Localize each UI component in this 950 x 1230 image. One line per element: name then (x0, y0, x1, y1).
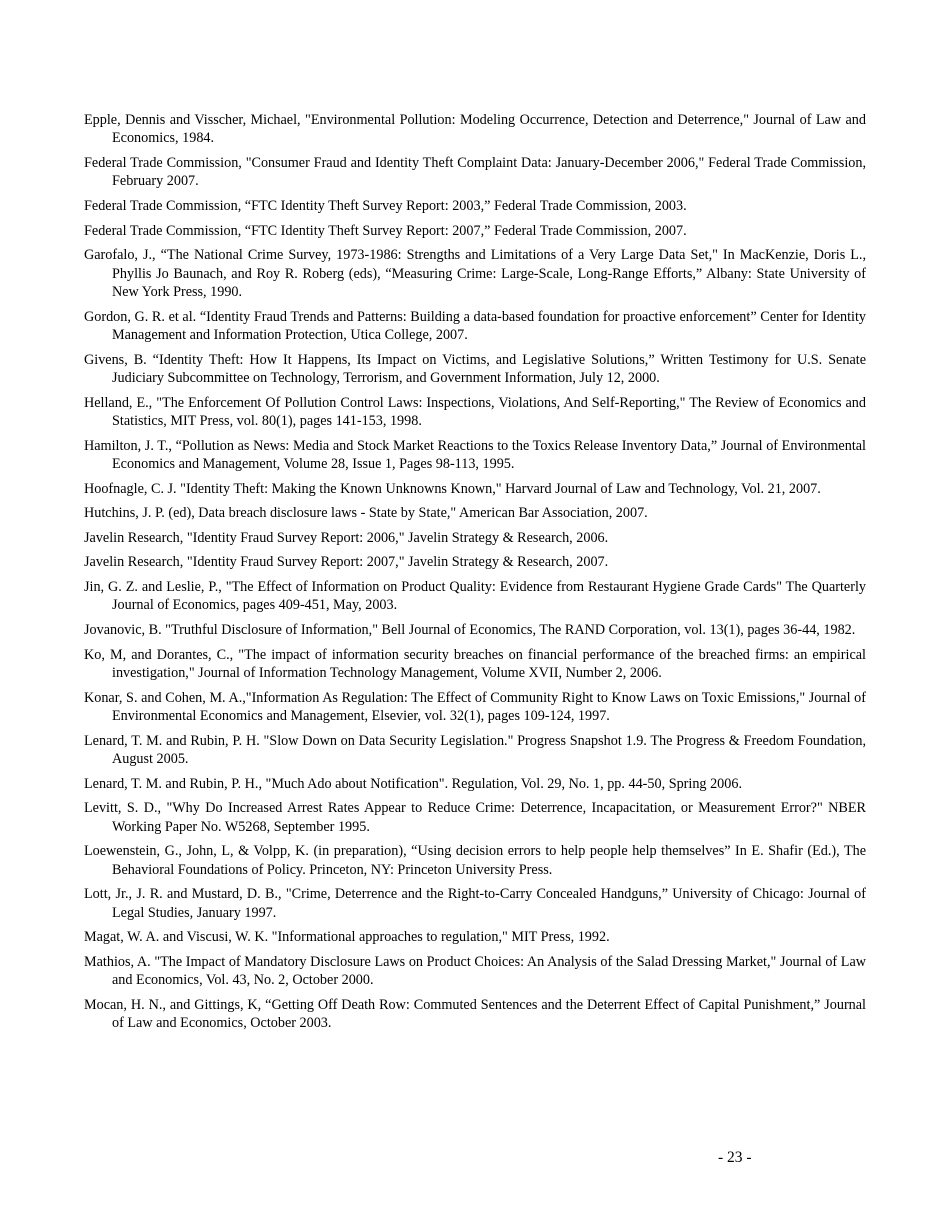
reference-entry: Federal Trade Commission, “FTC Identity Theft Survey Report: 2003,” Federal Trade Commission, 2003. (84, 198, 687, 214)
reference-entry: Jovanovic, B. "Truthful Disclosure of Information," Bell Journal of Economics, The RAND Corporation, vol. 13(1), pages 36-44, 1982. (84, 621, 856, 638)
reference-entry: Hutchins, J. P. (ed), Data breach disclosure laws - State by State," American Bar Association, 2007. (84, 505, 648, 522)
reference-entry: Konar, S. and Cohen, M. A.,"Information As Regulation: The Effect of Community Right to Know Laws on Toxic Emissions," Journal of Environmental Economics and Management, Elsevier, vol. 32(1), pages 109-124, 1997. (84, 689, 866, 724)
reference-entry: Givens, B. “Identity Theft: How It Happens, Its Impact on Victims, and Legislative Solutions,” Written Testimony for U.S. Senate Judiciary Subcommittee on Technology, Terrorism, and Government Information, July 12, 2000. (84, 351, 866, 386)
reference-entry: Epple, Dennis and Visscher, Michael, "Environmental Pollution: Modeling Occurrence, Detection and Deterrence," Journal of Law and Economics, 1984. (84, 112, 866, 147)
reference-entry: Javelin Research, "Identity Fraud Survey Report: 2006," Javelin Strategy & Research, 2006. (84, 529, 609, 546)
page-number: - 23 - (718, 1149, 752, 1166)
reference-entry: Javelin Research, "Identity Fraud Survey Report: 2007," Javelin Strategy & Research, 2007. (84, 554, 609, 571)
reference-entry: Gordon, G. R. et al. “Identity Fraud Trends and Patterns: Building a data-based foundation for proactive enforcement” Center for Identity Management and Information Protection, Utica College, 2007. (84, 308, 866, 343)
reference-entry: Hoofnagle, C. J. "Identity Theft: Making the Known Unknowns Known," Harvard Journal of Law and Technology, Vol. 21, 2007. (84, 480, 821, 497)
reference-entry: Federal Trade Commission, “FTC Identity Theft Survey Report: 2007,” Federal Trade Commission, 2007. (84, 222, 687, 239)
reference-entry: Federal Trade Commission, "Consumer Fraud and Identity Theft Complaint Data: January-December 2006," Federal Trade Commission, February 2007. (84, 155, 866, 190)
reference-entry: Jin, G. Z. and Leslie, P., "The Effect of Information on Product Quality: Evidence from Restaurant Hygiene Grade Cards" The Quarterly Journal of Economics, pages 409-451, May, 2003. (84, 578, 866, 614)
reference-entry: Lott, Jr., J. R. and Mustard, D. B., "Crime, Deterrence and the Right-to-Carry Concealed Handguns,” University of Chicago: Journal of Legal Studies, January 1997. (84, 886, 866, 921)
reference-list (84, 111, 866, 1039)
reference-entry: Ko, M, and Dorantes, C., "The impact of information security breaches on financial performance of the breached firms: an empirical investigation," Journal of Information Technology Management, Volume XVII, Number 2, 2006. (84, 646, 866, 681)
reference-entry: Mocan, H. N., and Gittings, K, “Getting Off Death Row: Commuted Sentences and the Deterrent Effect of Capital Punishment,” Journal of Law and Economics, October 2003. (84, 996, 866, 1032)
reference-entry: Hamilton, J. T., “Pollution as News: Media and Stock Market Reactions to the Toxics Release Inventory Data,” Journal of Environmental Economics and Management, Volume 28, Issue 1, Pages 98-113, 1995. (84, 437, 866, 472)
reference-entry: Levitt, S. D., "Why Do Increased Arrest Rates Appear to Reduce Crime: Deterrence, Incapacitation, or Measurement Error?" NBER Working Paper No. W5268, September 1995. (84, 800, 866, 835)
reference-entry: Lenard, T. M. and Rubin, P. H., "Much Ado about Notification". Regulation, Vol. 29, No. 1, pp. 44-50, Spring 2006. (84, 775, 742, 792)
reference-entry: Helland, E., "The Enforcement Of Pollution Control Laws: Inspections, Violations, And Self-Reporting," The Review of Economics and Statistics, MIT Press, vol. 80(1), pages 141-153, 1998. (84, 394, 866, 429)
reference-entry: Magat, W. A. and Viscusi, W. K. "Informational approaches to regulation," MIT Press, 1992. (84, 929, 610, 946)
reference-entry: Garofalo, J., “The National Crime Survey, 1973-1986: Strengths and Limitations of a Very Large Data Set," In MacKenzie, Doris L., Phyllis Jo Baunach, and Roy R. Roberg (eds), “Measuring Crime: Large-Scale, Long-Range Efforts,” Albany: State University of New York Press, 1990. (84, 247, 866, 300)
reference-entry: Mathios, A. "The Impact of Mandatory Disclosure Laws on Product Choices: An Analysis of the Salad Dressing Market," Journal of Law and Economics, Vol. 43, No. 2, October 2000. (84, 953, 866, 989)
reference-entry: Loewenstein, G., John, L, & Volpp, K. (in preparation), “Using decision errors to help people help themselves” In E. Shafir (Ed.), The Behavioral Foundations of Policy. Princeton, NY: Princeton University Press. (84, 843, 866, 878)
reference-entry: Lenard, T. M. and Rubin, P. H. "Slow Down on Data Security Legislation." Progress Snapshot 1.9. The Progress & Freedom Foundation, August 2005. (84, 732, 866, 767)
